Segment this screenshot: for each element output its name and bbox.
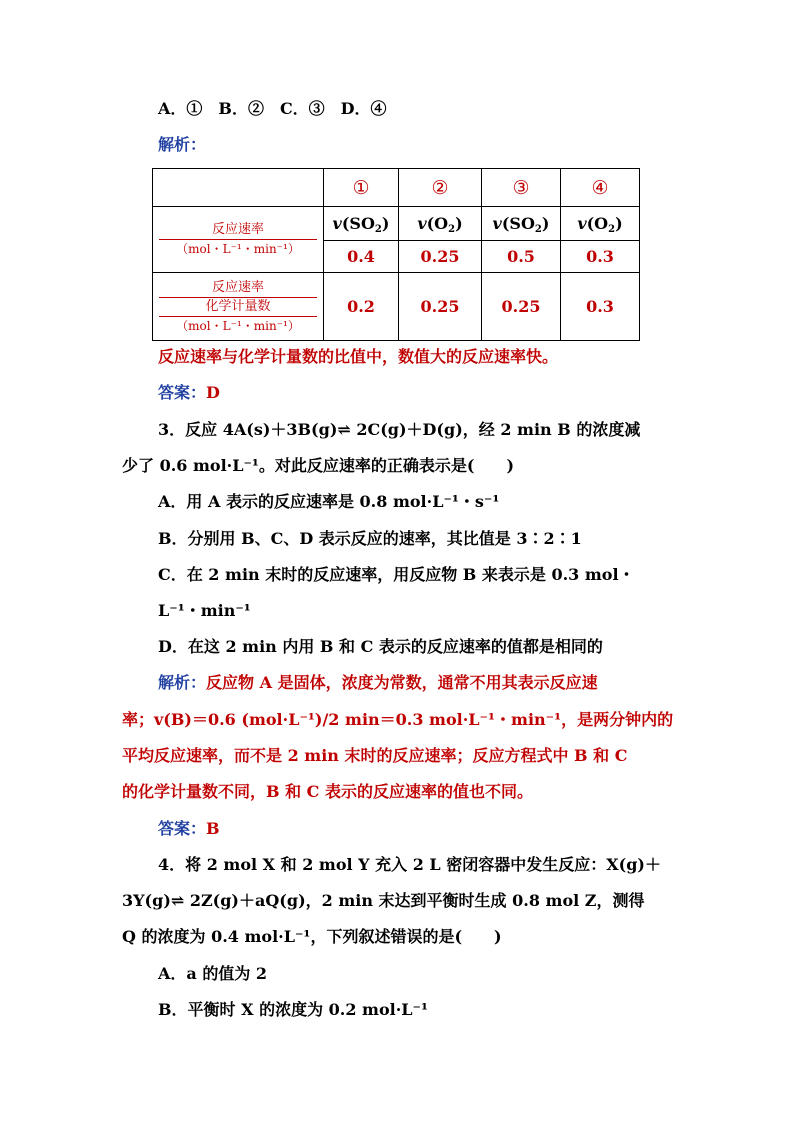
row1-value-3: 0.5 [482, 241, 561, 273]
q4-option-b: B．平衡时 X 的浓度为 0.2 mol·L⁻¹ [158, 1000, 429, 1019]
q4-line3: Q 的浓度为 0.4 mol·L⁻¹，下列叙述错误的是( ) [122, 927, 502, 946]
q3-option-d: D．在这 2 min 内用 B 和 C 表示的反应速率的值都是相同的 [158, 637, 603, 656]
answer-2: 答案：B [158, 819, 220, 838]
q3-line2: 少了 0.6 mol·L⁻¹。对此反应速率的正确表示是( ) [122, 456, 515, 475]
row1-label-top: 反应速率 [211, 222, 264, 237]
q4-line2: 3Y(g)⇌ 2Z(g)＋aQ(g)，2 min 末达到平衡时生成 0.8 mol Z，测得 [122, 891, 645, 910]
row1-label-cell [153, 207, 324, 273]
row2-label-mid: 化学计量数 [205, 298, 271, 314]
row2-label-top: 反应速率 [211, 279, 264, 295]
table-corner-cell [153, 169, 324, 207]
table-header-2: ② [399, 169, 482, 207]
table-header-4: ④ [561, 169, 640, 207]
species-1: $v(SO_2)$ [324, 207, 399, 241]
row1-label-unit: （mol・L⁻¹・min⁻¹） [176, 242, 300, 256]
q3-option-c2: L⁻¹・min⁻¹ [158, 601, 251, 620]
q4-option-a: A．a 的值为 2 [158, 964, 268, 983]
row1-value-2: 0.25 [399, 241, 482, 273]
q3-line1: 3．反应 4A(s)＋3B(g)⇌ 2C(g)＋D(g)，经 2 min B 的浓度减 [158, 420, 641, 439]
species-3: $v(SO_2)$ [482, 207, 561, 241]
q3-option-a: A．用 A 表示的反应速率是 0.8 mol·L⁻¹・s⁻¹ [158, 492, 500, 511]
analysis-2-label: 解析： [158, 673, 207, 692]
analysis-2-line3: 平均反应速率，而不是 2 min 末时的反应速率；反应方程式中 B 和 C [122, 746, 628, 765]
q4-line1: 4．将 2 mol X 和 2 mol Y 充入 2 L 密闭容器中发生反应：X(g)＋ [158, 855, 661, 874]
row2-value-2: 0.25 [399, 273, 482, 341]
q3-option-c1: C．在 2 min 末时的反应速率，用反应物 B 来表示是 0.3 mol・ [158, 565, 635, 584]
analysis-2-line1: 解析：反应物 A 是固体，浓度为常数，通常不用其表示反应速 [158, 673, 598, 692]
analysis-2-line2: 率；v(B)＝0.6 (mol·L⁻¹)/2 min＝0.3 mol·L⁻¹・min⁻¹，是两分钟内的 [122, 710, 674, 729]
table-header-1: ① [324, 169, 399, 207]
row1-value-4: 0.3 [561, 241, 640, 273]
row2-value-1: 0.2 [324, 273, 399, 341]
table-header-3: ③ [482, 169, 561, 207]
row2-value-4: 0.3 [561, 273, 640, 341]
species-2: $v(O_2)$ [399, 207, 482, 241]
row2-label-cell [153, 273, 324, 341]
q3-option-b: B．分别用 B、C、D 表示反应的速率，其比值是 3∶2∶1 [158, 529, 582, 548]
row2-value-3: 0.25 [482, 273, 561, 341]
answer-1: 答案：D [158, 383, 220, 402]
analysis-label: 解析： [158, 135, 207, 154]
row1-value-1: 0.4 [324, 241, 399, 273]
row2-label-unit: （mol・L⁻¹・min⁻¹） [176, 318, 300, 333]
analysis-2-line4: 的化学计量数不同，B 和 C 表示的反应速率的值也不同。 [122, 782, 533, 801]
top-options: A．① B．② C．③ D．④ [158, 99, 387, 118]
analysis-1-text: 反应速率与化学计量数的比值中，数值大的反应速率快。 [158, 347, 559, 366]
rate-table [152, 168, 640, 341]
species-4: $v(O_2)$ [561, 207, 640, 241]
